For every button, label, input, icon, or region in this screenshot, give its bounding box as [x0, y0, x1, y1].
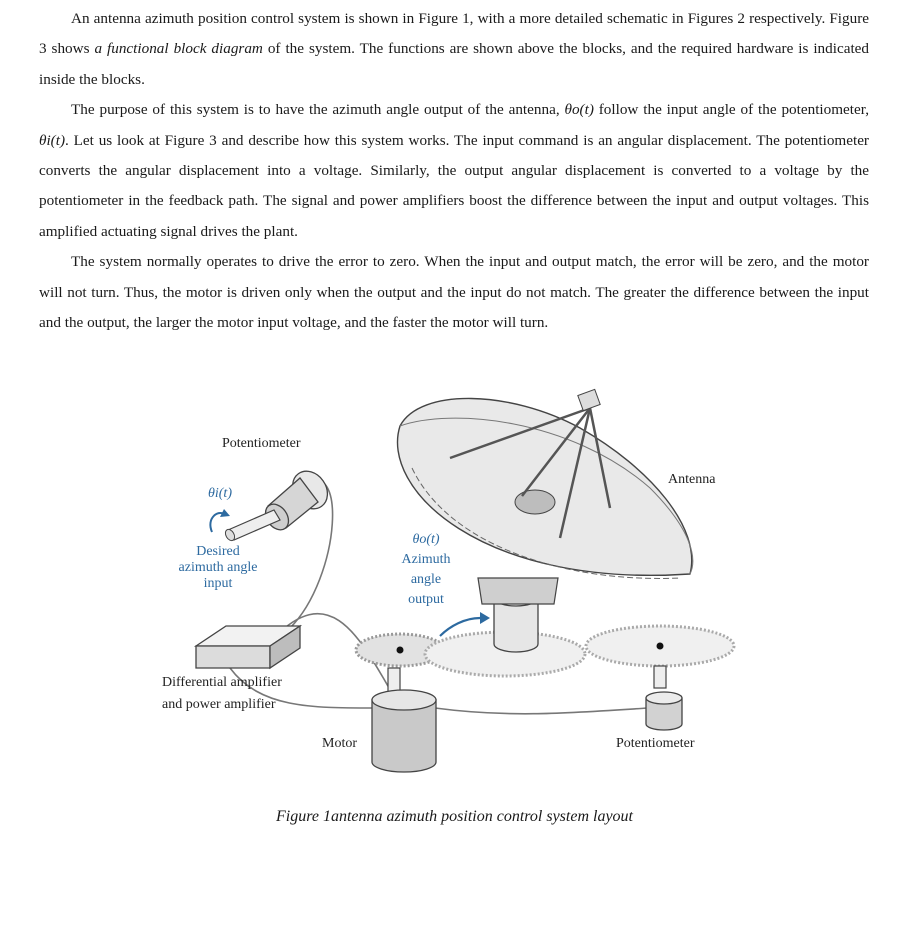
paragraph-1: An antenna azimuth position control system is shown in Figure 1, with a more detailed schematic in Figures 2 respectively. Figure 3 shows a functional block diagram of the system. The functions are shown above the blocks, and the required hardware is indicated inside the blocks. [39, 10, 869, 88]
label-antenna: Antenna [668, 472, 716, 487]
motor [372, 668, 436, 772]
paragraph-3: The system normally operates to drive the error to zero. When the input and output match, the error will be zero, and the motor will not turn. Thus, the motor is driven only when the output and the input do not match. The greater the difference between the input and the output, the larger the motor input voltage, and the faster the motor will turn. [39, 253, 869, 332]
figure-caption: Figure 1antenna azimuth position control system layout [275, 808, 633, 825]
input-potentiometer [210, 464, 334, 542]
body-text [39, 4, 869, 338]
theta-o-inline: θo(t) [564, 101, 594, 119]
label-desired-input: Desired azimuth angle input [178, 544, 258, 591]
theta-i-inline: θi(t) [39, 131, 66, 149]
emphasis: a functional block diagram [94, 40, 263, 58]
output-potentiometer [646, 666, 682, 730]
label-amplifier: Differential amplifier and power amplifier [162, 675, 282, 712]
label-motor: Motor [322, 736, 357, 751]
figure-1 [150, 378, 750, 798]
paragraph-2: The purpose of this system is to have the azimuth angle output of the antenna, θo(t) follow the input angle of the potentiometer, θi(t). Let us look at Figure 3 and describe how this system works. The input command is an angular displacement. The potentiometer converts the angular displacement into a voltage. Similarly, the output angular displacement is converted to a voltage by the potentiometer in the feedback path. The signal and power amplifiers boost the difference between the input and output voltages. This amplified actuating signal drives the plant. [39, 101, 869, 240]
label-input-potentiometer: Potentiometer [222, 436, 301, 451]
label-output-potentiometer: Potentiometer [616, 736, 695, 751]
wire-motor-to-pot [435, 708, 648, 714]
label-azimuth-output: θo(t) Azimuth angle output [401, 532, 451, 607]
label-theta-i: θi(t) [208, 486, 232, 501]
pot-gear [586, 626, 734, 666]
amplifier-box [196, 626, 300, 668]
